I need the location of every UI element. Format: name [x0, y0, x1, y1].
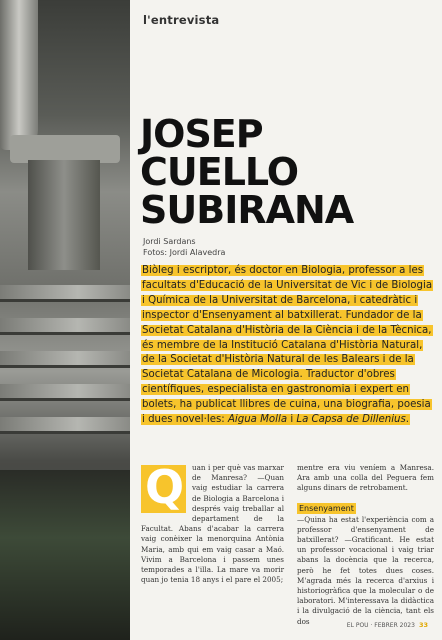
subheading: Ensenyament — [299, 503, 354, 513]
stair-step — [0, 351, 130, 368]
page-title — [140, 112, 354, 232]
dropcap-box — [141, 460, 186, 514]
fountain-pedestal — [10, 135, 120, 163]
intro-text: Biòleg i escriptor, és doctor en Biologia, professor a les facultats d'Educació de la Universitat de Vic i de Biologia i Química de la Universitat de Barcelona, i catedràtic i inspector d'Ensenyament al batxillerat. Fundador de la Societat Catalana d'Història de la Ciència i de la Tècnica, és membre de la Institució Catalana d'Història Natural, de la Societat d'Història Natural de les Balears i de la Societat Catalana de Micologia. Traductor d'obres científiques, especialista en gastronomia i expert en bolets, ha publicat llibres de cuina, una biografia, poesia i dues novel·les: — [142, 265, 433, 426]
page-number: 33 — [418, 621, 428, 629]
statue-shape — [0, 0, 38, 150]
fountain-column — [28, 160, 100, 270]
pond-water — [0, 470, 130, 640]
title-line: CUELLO — [140, 150, 299, 194]
intro-connector: i — [287, 414, 297, 426]
byline — [143, 236, 225, 258]
stair-step — [0, 318, 130, 335]
author: Jordi Sardans — [143, 237, 196, 246]
title-line: JOSEP — [140, 112, 263, 156]
dropcap-letter: Q — [145, 460, 185, 514]
book-title: La Capsa de Dillenius — [296, 414, 406, 426]
column-2-paragraph: mentre era viu veníem a Manresa. Ara amb una colla del Peguera fem alguns dinars de retrobament. — [297, 463, 434, 493]
magazine-info: EL POU · FEBRER 2023 — [346, 622, 415, 629]
intro-end: . — [405, 414, 410, 426]
section-label: l'entrevista — [143, 13, 220, 27]
stair-step — [0, 417, 130, 434]
article-column-1 — [141, 460, 284, 585]
intro-highlight — [141, 265, 433, 425]
book-title: Aigua Molla — [227, 414, 288, 426]
stair-step — [0, 285, 130, 302]
column-2-paragraph: —Quina ha estat l'experiència com a professor d'ensenyament de batxillerat? —Gratificant. He estat un professor vocacional i vaig triar abans la docència que la recerca, però he fet totes dues coses. M'agrada més la recerca d'arxius i historiogràfica que la molecular o de laboratori. M'interessava la didàctica i la divulgació de la ciència, tant els dos — [297, 514, 434, 626]
article-column-2 — [297, 463, 434, 627]
column-1-text: uan i per què vas marxar de Manresa? —Quan vaig estudiar la carrera de Biologia a Barcelona i després vaig treballar al departament de la Facultat. Abans d'acabar la carrera vaig conèixer la menorquina Antònia Maria, amb qui em vaig casar a Maó. Vivim a Barcelona i passem unes temporades a l'illa. La mare va morir quan jo tenia 18 anys i el pare el 2005; — [141, 463, 284, 585]
photo-credit: Fotos: Jordi Alavedra — [143, 248, 226, 257]
page-footer — [347, 621, 428, 629]
title-line: SUBIRANA — [140, 188, 354, 232]
portrait-photo — [0, 0, 130, 640]
intro-paragraph — [141, 264, 433, 428]
stair-step — [0, 384, 130, 401]
